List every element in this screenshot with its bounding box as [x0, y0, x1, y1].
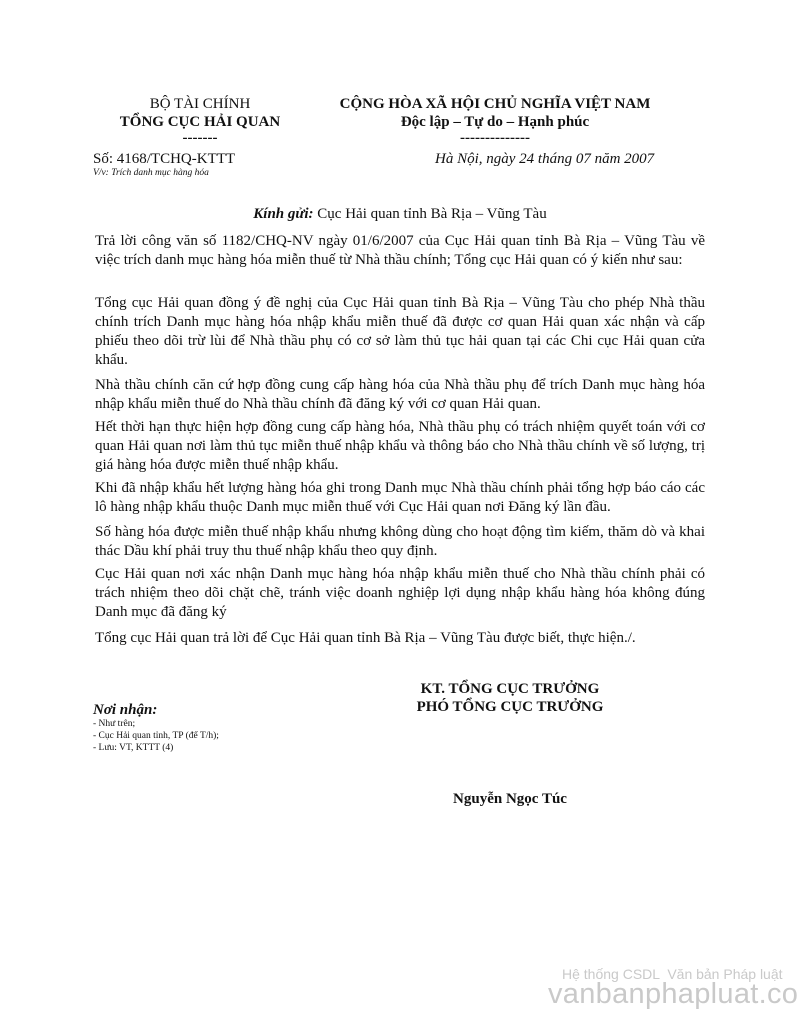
signature-title-2: PHÓ TỔNG CỤC TRƯỞNG — [416, 699, 604, 715]
document-number: Số: 4168/TCHQ-KTTT — [93, 151, 236, 167]
body-paragraph: Tổng cục Hải quan trả lời để Cục Hải quan tỉnh Bà Rịa – Vũng Tàu được biết, thực hiện./. — [95, 630, 636, 646]
national-motto: Độc lập – Tự do – Hạnh phúc — [400, 114, 590, 130]
recipient-label: Kính gửi: — [253, 206, 314, 222]
nation-title: CỘNG HÒA XÃ HỘI CHỦ NGHĨA VIỆT NAM — [339, 96, 651, 112]
signature-title-1: KT. TỔNG CỤC TRƯỞNG — [420, 681, 600, 697]
recipient-line — [100, 205, 700, 223]
watermark-line-2: vanbanphapluat.co — [548, 978, 799, 1010]
department-name: TỔNG CỤC HẢI QUAN — [119, 114, 281, 130]
body-paragraph: Số hàng hóa được miễn thuế nhập khẩu nhưng không dùng cho hoạt động tìm kiếm, thăm dò và khai thác Dầu khí phải truy thu thuế nhập khẩu theo quy định. — [95, 524, 705, 559]
right-rule: -------------- — [460, 130, 530, 146]
body-paragraph: Trả lời công văn số 1182/CHQ-NV ngày 01/6/2007 của Cục Hải quan tỉnh Bà Rịa – Vũng Tàu về việc trích danh mục hàng hóa miễn thuế từ Nhà thầu chính; Tổng cục Hải quan có ý kiến như sau: — [95, 233, 705, 268]
ministry-name: BỘ TÀI CHÍNH — [149, 96, 251, 112]
recipient-name: Cục Hải quan tỉnh Bà Rịa – Vũng Tàu — [317, 206, 547, 222]
recipients-label: Nơi nhận: — [93, 702, 158, 718]
document-subject: V/v: Trích danh mục hàng hóa — [93, 168, 209, 178]
body-paragraph: Nhà thầu chính căn cứ hợp đồng cung cấp hàng hóa của Nhà thầu phụ để trích Danh mục hàng hóa nhập khẩu miễn thuế do Nhà thầu chính đã đăng ký với cơ quan Hải quan. — [95, 377, 705, 412]
watermark-line-1: Hệ thống CSDL Văn bản Pháp luật — [562, 966, 783, 982]
recipient-item: - Cục Hải quan tỉnh, TP (để T/h); — [93, 731, 219, 741]
body-paragraph: Hết thời hạn thực hiện hợp đồng cung cấp hàng hóa, Nhà thầu phụ có trách nhiệm quyết toán với cơ quan Hải quan nơi làm thủ tục miễn thuế nhập khẩu và thông báo cho Nhà thầu chính về số lượng, trị giá hàng hóa được miễn thuế nhập khẩu. — [95, 419, 705, 473]
recipient-item: - Lưu: VT, KTTT (4) — [93, 743, 174, 753]
body-paragraph: Khi đã nhập khẩu hết lượng hàng hóa ghi trong Danh mục Nhà thầu chính phải tổng hợp báo cáo các lô hàng nhập khẩu thuộc Danh mục miễn thuế với Cục Hải quan nơi Đăng ký lần đầu. — [95, 480, 705, 515]
signer-name: Nguyễn Ngọc Túc — [453, 791, 567, 807]
body-paragraph: Tổng cục Hải quan đồng ý đề nghị của Cục Hải quan tỉnh Bà Rịa – Vũng Tàu cho phép Nhà thầu chính trích Danh mục hàng hóa nhập khẩu miễn thuế đã được cơ quan Hải quan xác nhận và cấp phiếu theo dõi trừ lùi để Nhà thầu phụ có cơ sở làm thủ tục hải quan tại các Chi cục Hải quan cửa khẩu. — [95, 295, 705, 368]
left-rule: ------- — [182, 130, 218, 146]
recipient-item: - Như trên; — [93, 719, 136, 729]
body-paragraph: Cục Hải quan nơi xác nhận Danh mục hàng hóa nhập khẩu miễn thuế cho Nhà thầu chính phải có trách nhiệm theo dõi chặt chẽ, tránh việc doanh nghiệp lợi dụng nhập khẩu hàng hóa không đúng Danh mục đã đăng ký — [95, 566, 705, 620]
place-date: Hà Nội, ngày 24 tháng 07 năm 2007 — [435, 151, 655, 167]
